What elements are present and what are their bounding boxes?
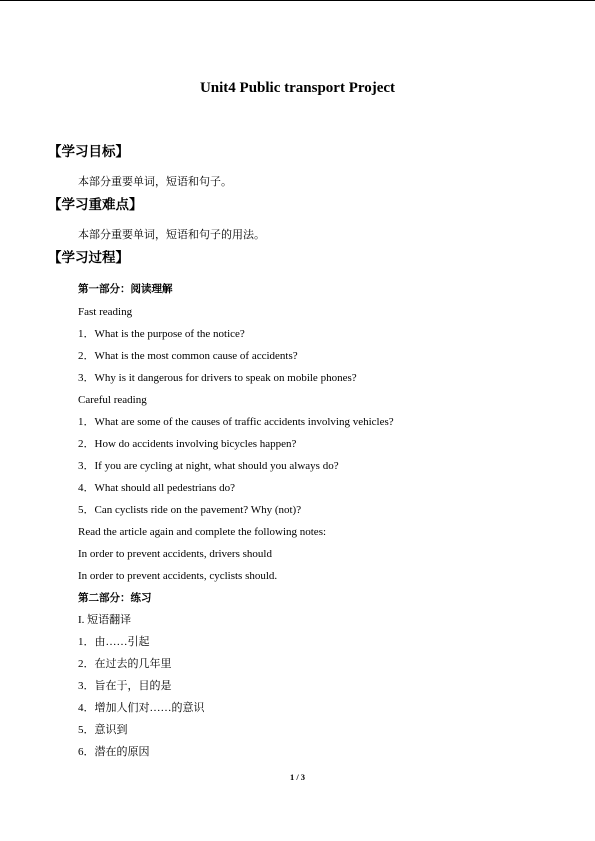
fast-reading-label: Fast reading [78,306,133,318]
list-item: 2．在过去的几年里 [78,658,172,670]
section-process-header: 【学习过程】 [48,250,129,266]
notes-drivers: In order to prevent accidents, drivers should [78,548,272,560]
top-border [0,0,595,1]
list-item: 1．What are some of the causes of traffic accidents involving vehicles? [78,416,394,428]
notes-instruction: Read the article again and complete the following notes: [78,526,327,538]
notes-cyclists: In order to prevent accidents, cyclists should. [78,570,278,582]
list-item: 2．How do accidents involving bicycles happen? [78,438,297,450]
part2-header: 第二部分：练习 [78,592,152,604]
document-title: Unit4 Public transport Project [199,80,396,96]
list-item: 3．Why is it dangerous for drivers to speak on mobile phones? [78,372,357,384]
list-item: 4．What should all pedestrians do? [78,482,236,494]
list-item: 5．意识到 [78,724,128,736]
list-item: 6．潜在的原因 [78,746,150,758]
section-key-header: 【学习重难点】 [48,197,143,213]
part2-subheader: I. 短语翻译 [78,614,132,626]
section-key-text: 本部分重要单词，短语和句子的用法。 [78,229,265,241]
part1-header: 第一部分：阅读理解 [78,283,173,295]
list-item: 2．What is the most common cause of accidents? [78,350,298,362]
list-item: 3．If you are cycling at night, what should you always do? [78,460,339,472]
list-item: 5．Can cyclists ride on the pavement? Why (not)? [78,504,302,516]
careful-reading-label: Careful reading [78,394,147,406]
section-goals-text: 本部分重要单词，短语和句子。 [78,176,232,188]
list-item: 1．由……引起 [78,636,150,648]
section-goals-header: 【学习目标】 [48,144,129,160]
page-number: 1 / 3 [289,772,306,782]
list-item: 4．增加人们对……的意识 [78,702,205,714]
list-item: 1．What is the purpose of the notice? [78,328,245,340]
list-item: 3．旨在于，目的是 [78,680,172,692]
